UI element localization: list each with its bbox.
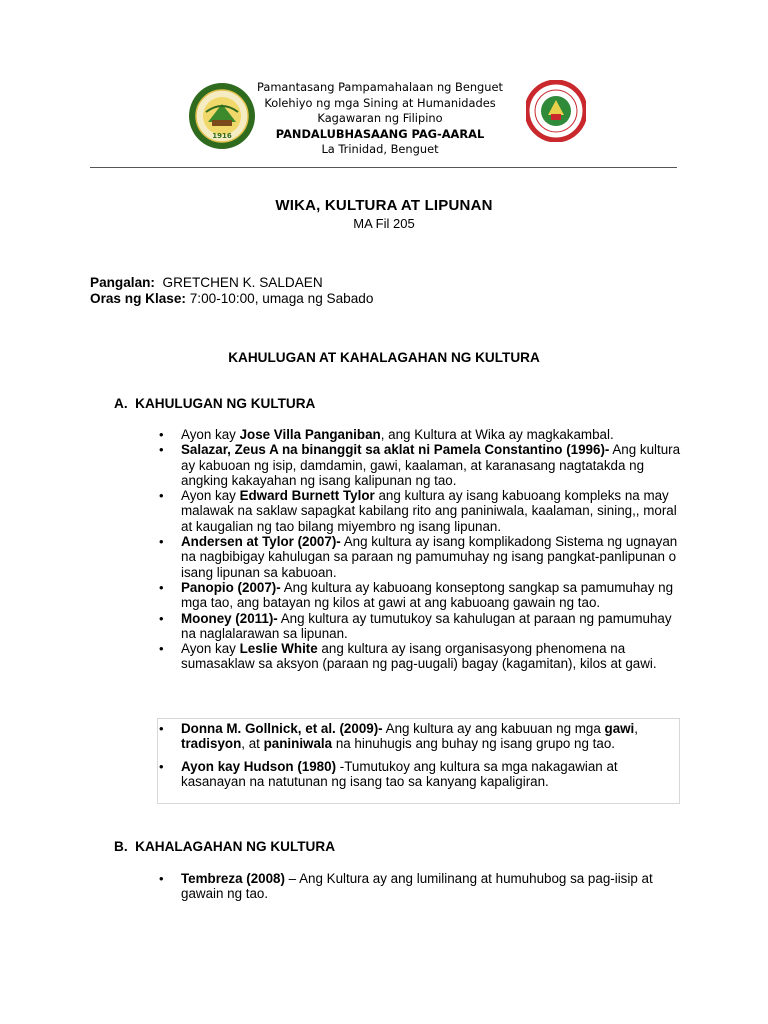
bullet-icon: • — [159, 758, 164, 774]
section-a-label: A. — [114, 396, 128, 411]
name-value: GRETCHEN K. SALDAEN — [162, 275, 323, 290]
section-b-title: KAHALAGAHAN NG KULTURA — [135, 839, 336, 854]
course-code: MA Fil 205 — [353, 216, 415, 231]
bullet-icon: • — [159, 488, 164, 504]
list-item: • Ayon kay Leslie White ang kultura ay isang organisasyong phenomena na sumasaklaw sa aksyon (paraan ng pag-uugali) bagay (kagamitan), kilos at gawi. — [159, 641, 657, 672]
bullet-icon: • — [159, 721, 164, 736]
list-item: • Ayon kay Hudson (1980) -Tumutukoy ang kultura sa mga nakagawian at kasanayan na natutunan ng isang tao sa kanyang kapaligiran. — [159, 758, 618, 789]
class-time — [90, 291, 373, 306]
section-a-title: KAHULUGAN NG KULTURA — [135, 396, 316, 411]
list-item: • Salazar, Zeus A na binanggit sa aklat ni Pamela Constantino (1996)- Ang kultura ay kabuoan ng isip, damdamin, gawi, kaalaman, at karanasang nagtatakda ng angking kakayahan ng isang kalipunan ng tao. — [159, 442, 681, 488]
college-seal-icon — [526, 80, 586, 147]
list-item: • Ayon kay Jose Villa Panganiban, ang Kultura at Wika ay magkakambal. — [159, 427, 614, 442]
section-a-heading — [114, 396, 315, 411]
list-item: • Panopio (2007)- Ang kultura ay kabuoang konseptong sangkap sa pamumuhay ng mga tao, ang batayan ng kilos at gawi at ang kabuoang gawain ng tao. — [159, 579, 674, 611]
institution-header — [230, 80, 530, 158]
header-department: Kagawaran ng Filipino — [317, 111, 443, 126]
list-item: • Tembreza (2008) – Ang Kultura ay ang lumilinang at humuhubog sa pag-iisip at gawain ng tao. — [159, 871, 653, 902]
section-b-list — [159, 871, 677, 902]
bullet-icon: • — [159, 641, 164, 657]
bullet-icon: • — [159, 579, 164, 595]
section-a-list — [159, 427, 681, 672]
bullet-icon: • — [159, 534, 164, 550]
header-divider — [90, 167, 677, 168]
list-item: • Ayon kay Edward Burnett Tylor ang kultura ay isang kabuoang kompleks na may malawak na saklaw sapagkat kabilang rito ang paniniwala, kaalaman, sining,, moral at kaugalian ng tao bilang miyembro ng isang lipunan. — [159, 488, 677, 534]
list-item: • Mooney (2011)- Ang kultura ay tumutukoy sa kahulugan at paraan ng pamumuhay na naglalarawan sa lipunan. — [159, 610, 672, 641]
section-b-heading — [114, 839, 335, 854]
list-item: • Donna M. Gollnick, et al. (2009)- Ang kultura ay ang kabuuan ng mga gawi, tradisyon, at paniniwala na hinuhugis ang buhay ng isang grupo ng tao. — [159, 721, 639, 752]
name-label: Pangalan: — [90, 275, 155, 290]
student-name — [90, 275, 323, 290]
bullet-icon: • — [159, 427, 164, 442]
header-university: Pamantasang Pampamahalaan ng Benguet — [257, 80, 503, 94]
seal-year: 1916 — [212, 132, 232, 140]
header-college: Kolehiyo ng mga Sining at Humanidades — [264, 95, 496, 110]
header-program: PANDALUBHASAANG PAG-AARAL — [275, 126, 485, 141]
topic-heading: KAHULUGAN AT KAHALAGAHAN NG KULTURA — [228, 350, 540, 365]
header-location: La Trinidad, Benguet — [321, 142, 439, 157]
bullet-icon: • — [159, 442, 164, 458]
time-label: Oras ng Klase: — [90, 291, 186, 306]
bullet-icon: • — [159, 610, 164, 626]
time-value: 7:00-10:00, umaga ng Sabado — [189, 291, 374, 306]
document-title: WIKA, KULTURA AT LIPUNAN — [275, 197, 493, 214]
bullet-icon: • — [159, 871, 164, 886]
section-a-boxed-list — [159, 721, 677, 789]
section-b-label: B. — [114, 839, 128, 854]
list-item: • Andersen at Tylor (2007)- Ang kultura ay isang komplikadong Sistema ng ugnayan na nagbibigay kahulugan sa paraan ng pamumuhay ng isang pangkat-panlipunan o isang lipunan sa kabuoan. — [159, 534, 678, 580]
